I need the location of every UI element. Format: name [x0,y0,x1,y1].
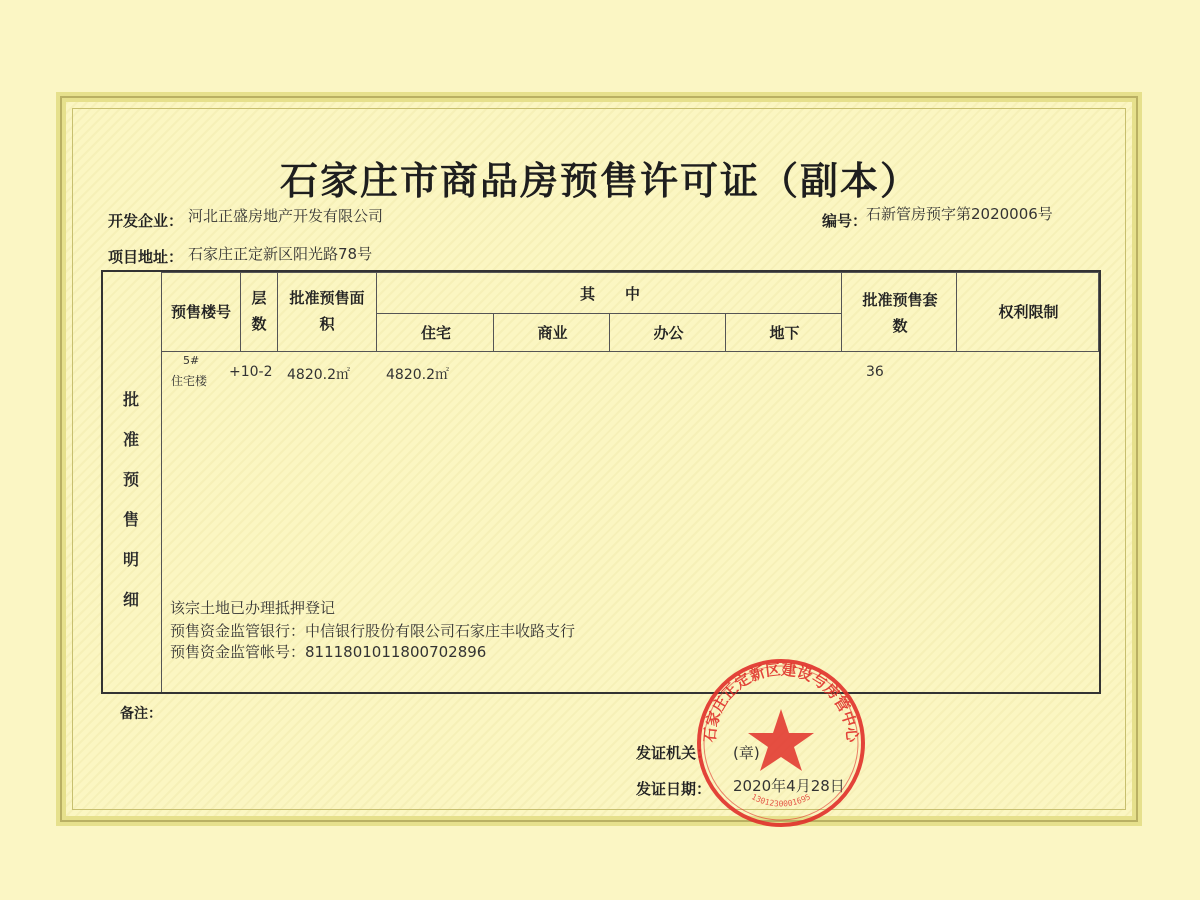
star-icon [748,709,814,771]
header-commercial: 商业 [493,313,610,352]
side-label-column [103,272,162,692]
row-floors: +10-2 [229,364,273,380]
project-address-label: 项目地址： [108,248,184,266]
number-value: 石新管房预字第2020006号 [866,205,1053,223]
certificate-title: 石家庄市商品房预售许可证（副本） [279,158,920,203]
project-address-value: 石家庄正定新区阳光路78号 [188,245,373,263]
developer-value: 河北正盛房地产开发有限公司 [188,207,384,225]
row-building-no: 5# [183,354,200,367]
issue-date-value: 2020年4月28日 [733,777,845,795]
row-building-type: 住宅楼 [171,374,208,388]
number-label: 编号： [822,212,868,230]
header-area: 批准预售面积 [277,272,377,352]
row-area: 4820.2㎡ [287,367,350,383]
header-residential: 住宅 [376,313,494,352]
header-units: 批准预售套数 [841,272,957,352]
header-underground: 地下 [725,313,842,352]
official-seal [695,657,867,829]
note-account: 预售资金监管帐号：8111801011800702896 [170,643,487,661]
note-bank: 预售资金监管银行：中信银行股份有限公司石家庄丰收路支行 [170,622,576,640]
header-rights: 权利限制 [956,272,1099,352]
issuer-value: (章) [733,744,760,762]
header-office: 办公 [609,313,726,352]
stamp-number: 1301230001695 [749,792,813,809]
header-floors: 层数 [240,272,278,352]
side-label: 批准预售明细 [122,390,139,609]
remarks-label: 备注： [120,706,162,722]
row-residential: 4820.2㎡ [386,367,449,383]
note-mortgage: 该宗土地已办理抵押登记 [170,599,336,617]
issue-date-label: 发证日期： [636,780,712,798]
header-building: 预售楼号 [161,272,241,352]
row-units: 36 [866,364,884,380]
header-of-which: 其 中 [376,272,842,314]
developer-label: 开发企业： [108,212,184,230]
stamp-name: 石家庄正定新区建设与房管中心 [700,660,862,743]
issuer-label: 发证机关： [636,744,712,762]
